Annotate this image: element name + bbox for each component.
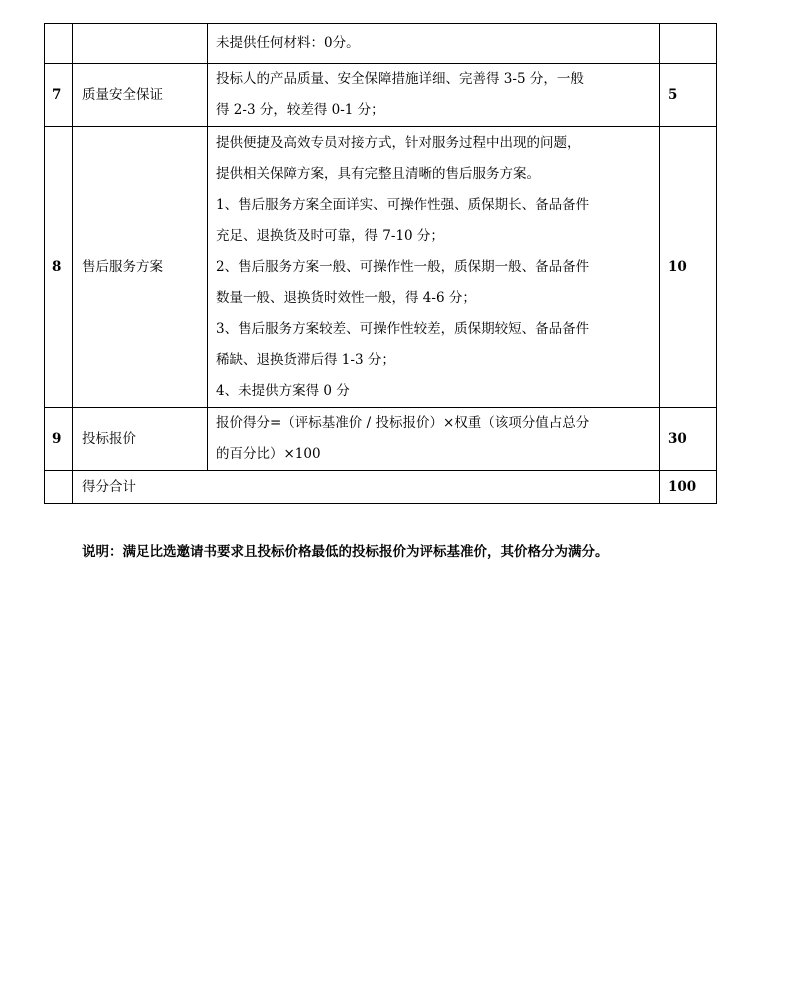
criteria-cell: [208, 127, 660, 408]
item-name: 售后服务方案: [73, 127, 208, 408]
criteria-line: 提供相关保障方案，具有完整且清晰的售后服务方案。: [216, 165, 540, 182]
score-value: [660, 24, 717, 64]
criteria-line: 提供便捷及高效专员对接方式，针对服务过程中出现的问题，: [216, 134, 581, 151]
row-number: 9: [45, 408, 73, 471]
criteria-cell: [208, 64, 660, 127]
item-name: 投标报价: [73, 408, 208, 471]
total-score: 100: [660, 471, 717, 504]
table-row: [45, 408, 717, 471]
criteria-line: 充足、退换货及时可靠，得 7-10 分；: [216, 227, 444, 244]
table-row: [45, 127, 717, 408]
criteria-cell: [208, 24, 660, 64]
criteria-line: 报价得分=（评标基准价 / 投标报价）×权重（该项分值占总分: [216, 415, 590, 431]
criteria-line: 得 2-3 分，较差得 0-1 分；: [216, 102, 385, 118]
total-number: [45, 471, 73, 504]
score-value: 5: [660, 64, 717, 127]
criteria-line: 的百分比）×100: [216, 446, 321, 462]
row-number: 7: [45, 64, 73, 127]
criteria-line: 3、售后服务方案较差、可操作性较差，质保期较短、备品备件: [216, 320, 590, 337]
criteria-cell: [208, 408, 660, 471]
table-row: [45, 64, 717, 127]
table-row: [45, 24, 717, 64]
criteria-line: 投标人的产品质量、安全保障措施详细、完善得 3-5 分，一般: [216, 71, 584, 87]
item-name: 质量安全保证: [73, 64, 208, 127]
criteria-line: 2、售后服务方案一般、可操作性一般，质保期一般、备品备件: [216, 258, 590, 275]
item-name: [73, 24, 208, 64]
total-label: 得分合计: [73, 471, 660, 504]
scoring-table: [44, 23, 717, 504]
criteria-line: 稀缺、退换货滞后得 1-3 分；: [216, 351, 395, 368]
explanation-note: 说明：满足比选邀请书要求且投标价格最低的投标报价为评标基准价，其价格分为满分。: [82, 544, 609, 560]
score-value: 30: [660, 408, 717, 471]
criteria-line: 数量一般、退换货时效性一般，得 4-6 分；: [216, 289, 476, 306]
criteria-line: 未提供任何材料：0分。: [216, 35, 360, 51]
row-number: 8: [45, 127, 73, 408]
row-number: [45, 24, 73, 64]
score-value: 10: [660, 127, 717, 408]
total-row: [45, 471, 717, 504]
criteria-line: 4、未提供方案得 0 分: [216, 382, 350, 399]
criteria-line: 1、售后服务方案全面详实、可操作性强、质保期长、备品备件: [216, 196, 590, 213]
